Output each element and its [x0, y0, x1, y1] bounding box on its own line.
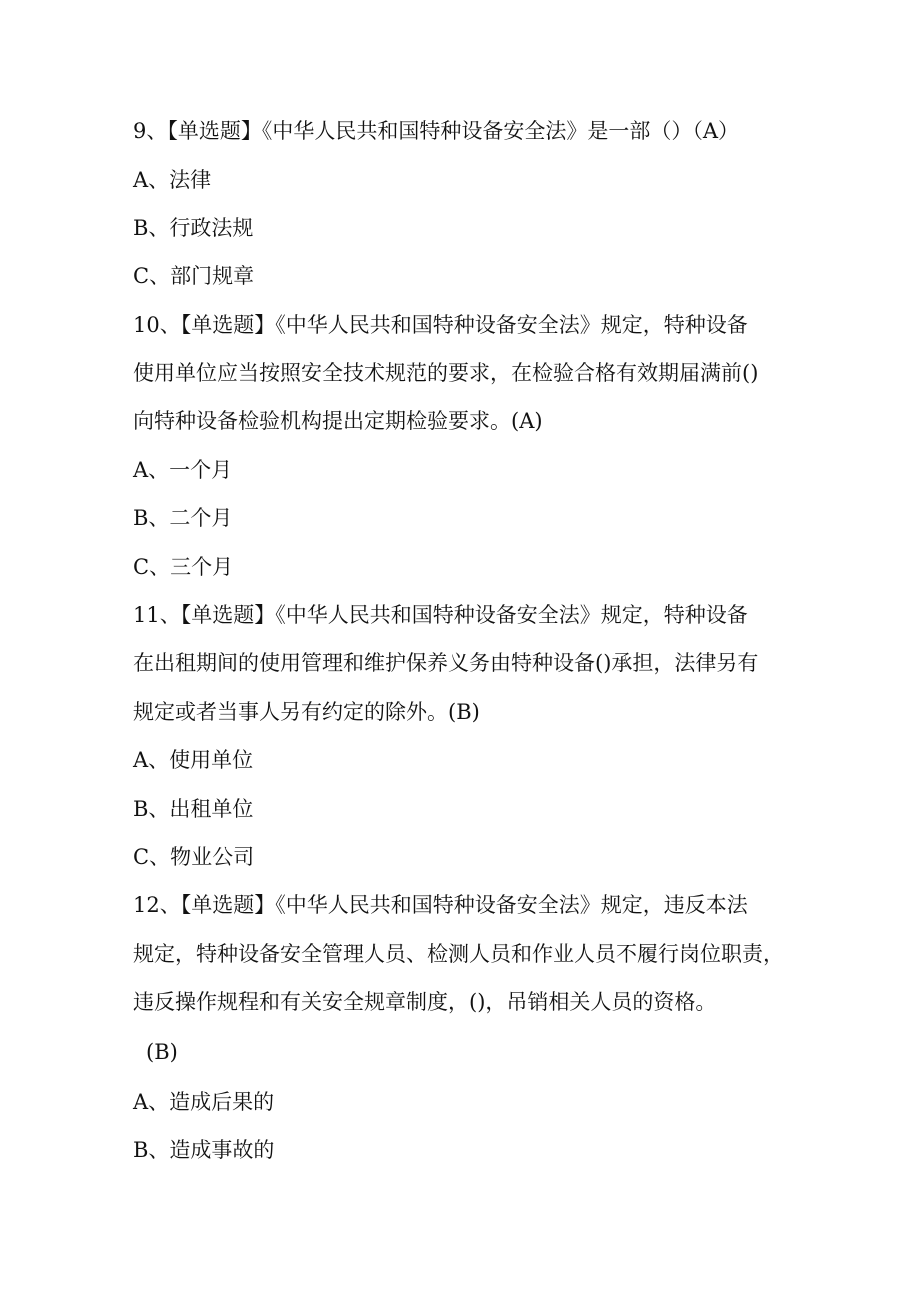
question-11-line-3: 规定或者当事人另有约定的除外。(B) — [133, 700, 480, 724]
question-9-line-1: 9、【单选题】《中华人民共和国特种设备安全法》是一部（）（A） — [133, 119, 740, 143]
question-11-option-c: C、物业公司 — [133, 845, 255, 869]
question-10-line-1: 10、【单选题】《中华人民共和国特种设备安全法》规定，特种设备 — [133, 313, 748, 337]
question-10-line-2: 使用单位应当按照安全技术规范的要求，在检验合格有效期届满前() — [133, 361, 759, 385]
question-11-line-1: 11、【单选题】《中华人民共和国特种设备安全法》规定，特种设备 — [133, 603, 748, 627]
question-12-line-2: 规定，特种设备安全管理人员、检测人员和作业人员不履行岗位职责， — [133, 942, 784, 966]
question-10-option-a: A、一个月 — [133, 458, 233, 482]
question-9-option-b: B、行政法规 — [133, 216, 254, 240]
question-10-line-3: 向特种设备检验机构提出定期检验要求。(A) — [133, 409, 543, 433]
question-11-option-a: A、使用单位 — [133, 748, 254, 772]
question-10-option-c: C、三个月 — [133, 555, 234, 579]
question-12-option-a: A、造成后果的 — [133, 1090, 275, 1114]
question-12-line-3: 违反操作规程和有关安全规章制度，()，吊销相关人员的资格。 — [133, 990, 717, 1014]
question-9-option-a: A、法律 — [133, 168, 212, 192]
question-12-option-b: B、造成事故的 — [133, 1138, 275, 1162]
question-9-option-c: C、部门规章 — [133, 264, 255, 288]
question-12-answer: (B) — [146, 1040, 178, 1064]
question-11-line-2: 在出租期间的使用管理和维护保养义务由特种设备()承担，法律另有 — [133, 651, 759, 675]
question-12-line-1: 12、【单选题】《中华人民共和国特种设备安全法》规定，违反本法 — [133, 893, 748, 917]
question-10-option-b: B、二个月 — [133, 506, 233, 530]
question-11-option-b: B、出租单位 — [133, 797, 254, 821]
